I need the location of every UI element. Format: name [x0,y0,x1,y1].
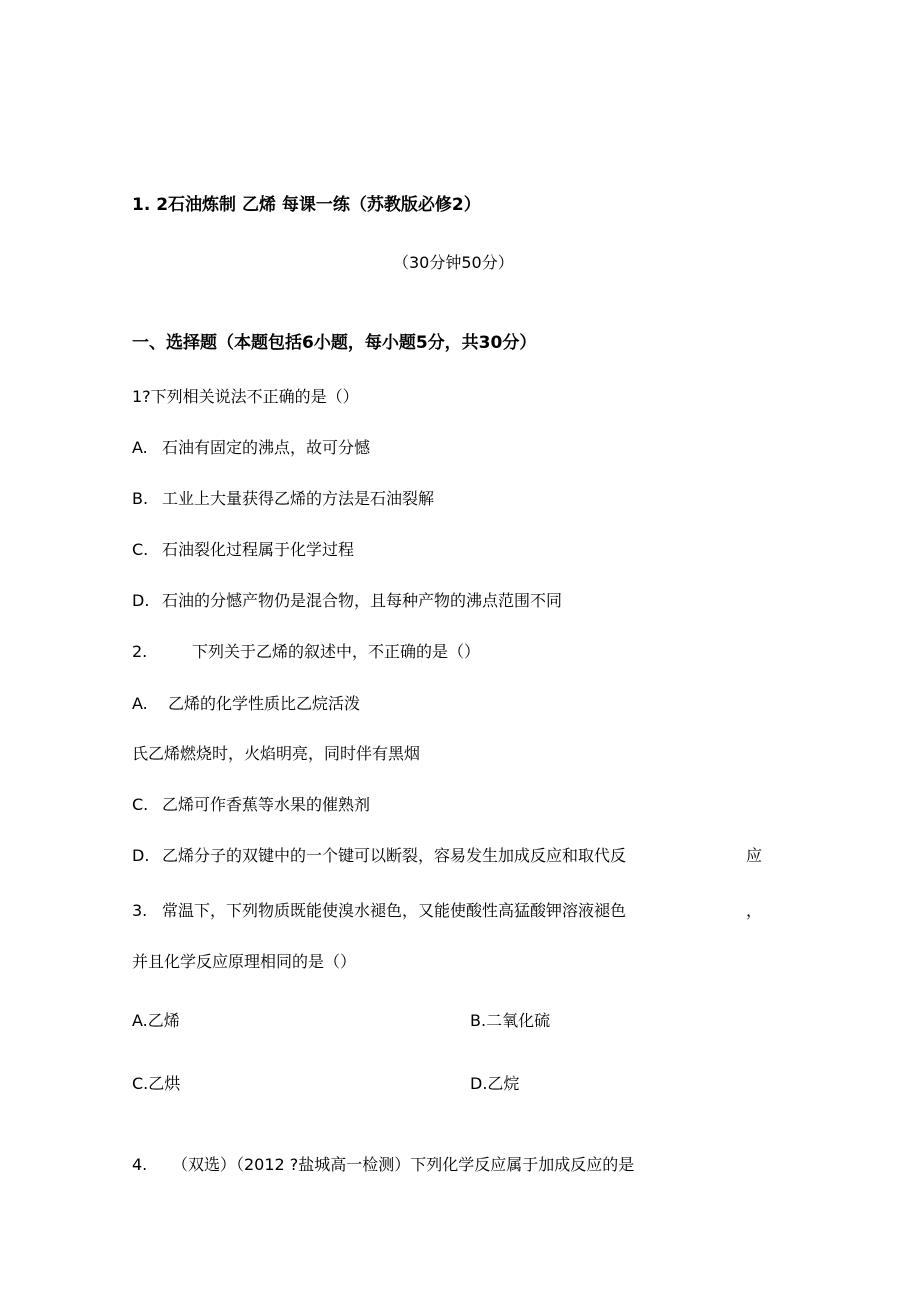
question-number: 3. [132,901,148,920]
question-3-option-d: D.乙烷 [470,1074,520,1093]
question-1-option-d [132,591,562,611]
question-2-option-a [132,694,360,714]
question-1-stem: 1?下列相关说法不正确的是（） [132,387,359,406]
question-text: 常温下，下列物质既能使溴水褪色，又能使酸性高猛酸钾溶液褪色 [162,901,627,920]
section-heading: 一、选择题（本题包括6小题，每小题5分，共30分） [132,333,537,353]
option-label: C. [132,795,149,814]
document-subtitle: （30分钟50分） [393,253,514,272]
option-label: D. [132,591,150,610]
option-text: 乙烯可作香蕉等水果的催熟剂 [162,795,371,814]
option-text: 石油的分憾产物仍是混合物，且每种产物的沸点范围不同 [162,591,563,610]
question-3-stem-tail: ， [746,901,763,920]
question-1-option-b [132,489,434,509]
question-3-option-b: B.二氧化硫 [470,1011,551,1030]
question-number: 2. [132,642,148,661]
question-2-option-c [132,795,370,815]
question-4-stem [132,1155,634,1175]
question-2-option-d [132,846,626,866]
option-label: A. [132,438,148,457]
option-text: 石油有固定的沸点，故可分憾 [162,438,371,457]
option-label: D. [132,846,150,865]
document-title: 1. 2石油炼制 乙烯 每课一练（苏教版必修2） [132,195,481,215]
question-1-option-c [132,540,354,560]
question-2-option-b: 氏乙烯燃烧时，火焰明亮，同时伴有黑烟 [132,744,421,763]
question-1-option-a [132,438,370,458]
option-label: A. [132,694,148,713]
option-label: C. [132,540,149,559]
option-text: 工业上大量获得乙烯的方法是石油裂解 [162,489,435,508]
option-text: 石油裂化过程属于化学过程 [162,540,355,559]
question-text: （双选）（2012 ?盐城高一检测）下列化学反应属于加成反应的是 [172,1155,635,1174]
question-3-option-c: C.乙烘 [132,1074,181,1093]
question-3-stem-line2: 并且化学反应原理相同的是（） [132,952,357,971]
question-number: 4. [132,1155,148,1174]
question-2-stem [132,642,480,662]
option-text: 乙烯的化学性质比乙烷活泼 [168,694,361,713]
question-text: 下列关于乙烯的叙述中，不正确的是（） [192,642,481,661]
question-2-option-d-tail: 应 [746,846,763,865]
question-3-option-a: A.乙烯 [132,1011,180,1030]
question-3-stem [132,901,626,921]
option-label: B. [132,489,149,508]
option-text: 乙烯分子的双键中的一个键可以断裂，容易发生加成反应和取代反 [162,846,627,865]
